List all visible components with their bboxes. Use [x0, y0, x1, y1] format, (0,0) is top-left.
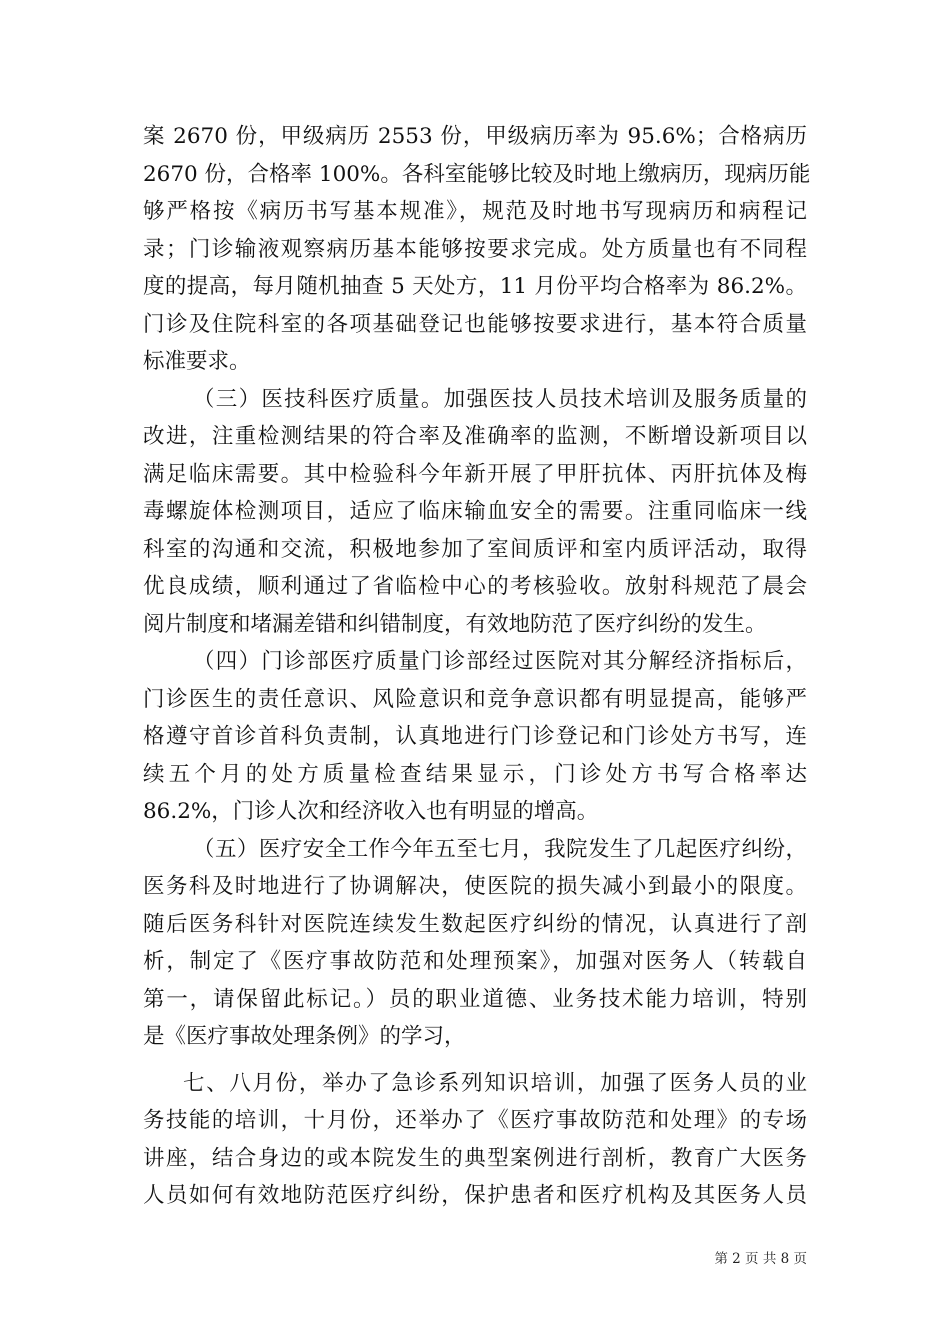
text-line: 七、八月份，举办了急诊系列知识培训，加强了医务人员的业	[183, 1070, 807, 1096]
text-line: 86.2%，门诊人次和经济收入也有明显的增高。	[143, 799, 599, 824]
text-line: 案 2670 份，甲级病历 2553 份，甲级病历率为 95.6%；合格病历	[143, 124, 807, 149]
text-line: 阅片制度和堵漏差错和纠错制度，有效地防范了医疗纠纷的发生。	[143, 611, 767, 637]
text-line: 务技能的培训，十月份，还举办了《医疗事故防范和处理》的专场	[143, 1108, 807, 1133]
text-line: （五）医疗安全工作今年五至七月，我院发生了几起医疗纠纷，	[193, 836, 807, 862]
text-line: 第一，请保留此标记。）员的职业道德、业务技术能力培训，特别	[143, 986, 807, 1012]
text-line: 人员如何有效地防范医疗纠纷，保护患者和医疗机构及其医务人员	[143, 1183, 807, 1208]
text-line: 讲座，结合身边的或本院发生的典型案例进行剖析，教育广大医务	[143, 1145, 807, 1171]
text-line: 续五个月的处方质量检查结果显示，门诊处方书写合格率达	[143, 761, 807, 787]
text-line: 毒螺旋体检测项目，适应了临床输血安全的需要。注重同临床一线	[143, 499, 807, 524]
text-line: 够严格按《病历书写基本规准》，规范及时地书写现病历和病程记	[143, 199, 807, 224]
text-line: （四）门诊部医疗质量门诊部经过医院对其分解经济指标后，	[193, 649, 807, 674]
text-line: 门诊及住院科室的各项基础登记也能够按要求进行，基本符合质量	[143, 311, 807, 337]
text-line: 改进，注重检测结果的符合率及准确率的监测，不断增设新项目以	[143, 424, 807, 449]
text-line: 是《医疗事故处理条例》的学习，	[143, 1024, 466, 1049]
text-line: 格遵守首诊首科负责制，认真地进行门诊登记和门诊处方书写，连	[143, 724, 807, 749]
text-line: 科室的沟通和交流，积极地参加了室间质评和室内质评活动，取得	[143, 536, 807, 562]
text-line: 医务科及时地进行了协调解决，使医院的损失减小到最小的限度。	[143, 874, 807, 899]
text-line: 随后医务科针对医院连续发生数起医疗纠纷的情况，认真进行了剖	[143, 911, 807, 937]
text-line: 门诊医生的责任意识、风险意识和竞争意识都有明显提高，能够严	[143, 686, 807, 712]
text-line: 满足临床需要。其中检验科今年新开展了甲肝抗体、丙肝抗体及梅	[143, 461, 807, 487]
text-line: 2670 份，合格率 100%。各科室能够比较及时地上缴病历，现病历能	[143, 161, 811, 187]
text-line: 录；门诊输液观察病历基本能够按要求完成。处方质量也有不同程	[143, 236, 807, 262]
text-line: 度的提高，每月随机抽查 5 天处方，11 月份平均合格率为 86.2%。	[143, 274, 807, 299]
document-body	[143, 118, 811, 1215]
text-line: （三）医技科医疗质量。加强医技人员技术培训及服务质量的	[193, 386, 807, 412]
text-line: 标准要求。	[143, 349, 251, 374]
text-line: 优良成绩，顺利通过了省临检中心的考核验收。放射科规范了晨会	[143, 574, 807, 599]
text-line: 析，制定了《医疗事故防范和处理预案》，加强对医务人（转载自	[143, 949, 807, 974]
paragraph-gap	[143, 1056, 807, 1065]
page-number: 第 2 页 共 8 页	[714, 1251, 807, 1267]
